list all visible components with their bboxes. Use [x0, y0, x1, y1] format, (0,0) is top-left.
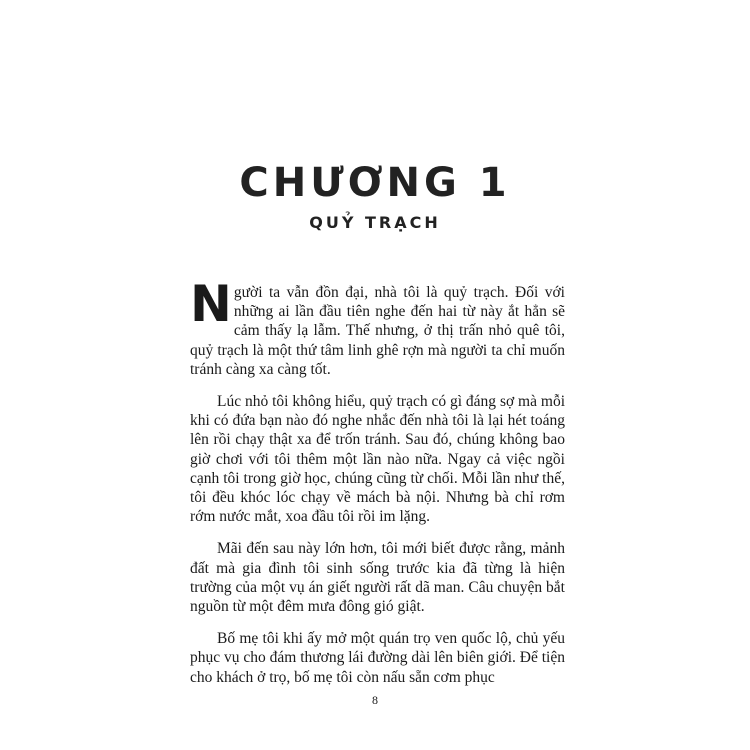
- paragraph-2: Lúc nhỏ tôi không hiểu, quỷ trạch có gì đáng sợ mà mỗi khi có đứa bạn nào đó nghe nhắc đến nhà tôi là lại hét toáng lên rồi chạy thật xa để trốn tránh. Sau đó, chúng không bao giờ chơi với tôi thêm một lần nào nữa. Ngay cả việc ngồi cạnh tôi trong giờ học, chúng cũng từ chối. Mỗi lần như thế, tôi đều khóc lóc chạy về mách bà nội. Nhưng bà chỉ rơm rớm nước mắt, xoa đầu tôi rồi im lặng.: [190, 393, 565, 526]
- paragraph-1: [190, 275, 565, 379]
- drop-cap: N: [190, 275, 232, 333]
- chapter-subtitle: QUỶ TRẠCH: [309, 213, 441, 232]
- body-text: [190, 275, 565, 700]
- page-number: 8: [372, 693, 378, 707]
- chapter-title: CHƯƠNG 1: [239, 160, 511, 206]
- paragraph-4: Bố mẹ tôi khi ấy mở một quán trọ ven quốc lộ, chủ yếu phục vụ cho đám thương lái đường dài lên biên giới. Để tiện cho khách ở trọ, bố mẹ tôi còn nấu sẵn cơm phục: [190, 630, 565, 686]
- paragraph-3: Mãi đến sau này lớn hơn, tôi mới biết được rằng, mảnh đất mà gia đình tôi sinh sống trước kia đã từng là hiện trường của một vụ án giết người rất dã man. Câu chuyện bắt nguồn từ một đêm mưa đông gió giật.: [190, 540, 565, 616]
- paragraph-1-text: gười ta vẫn đồn đại, nhà tôi là quỷ trạch. Đối với những ai lần đầu tiên nghe đến hai từ này ắt hẳn sẽ cảm thấy lạ lẫm. Thế nhưng, ở thị trấn nhỏ quê tôi, quỷ trạch là một thứ tâm linh ghê rợn mà người ta chỉ muốn tránh càng xa càng tốt.: [190, 284, 565, 378]
